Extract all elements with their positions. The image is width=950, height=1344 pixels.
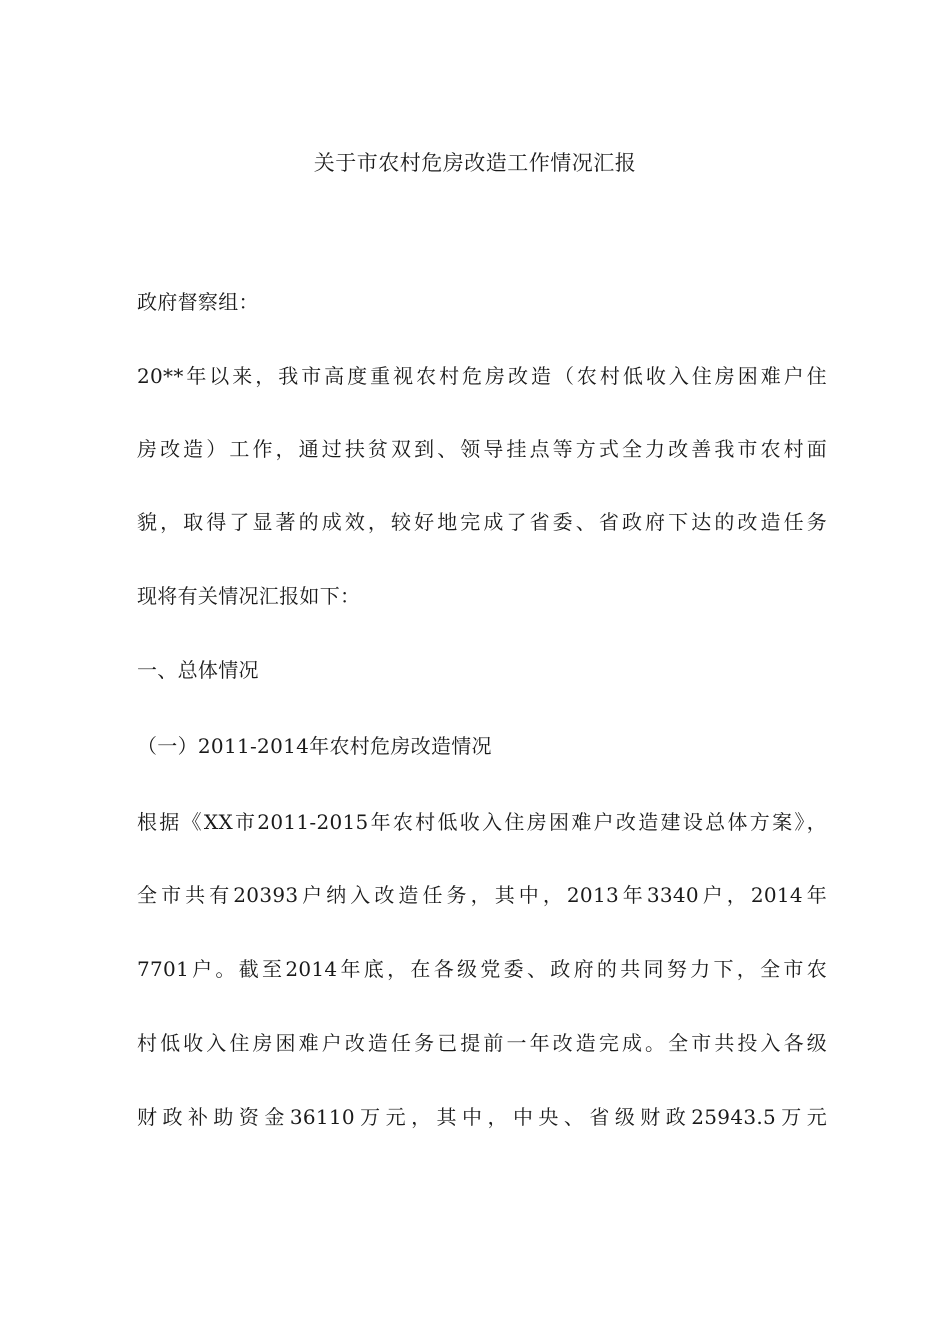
body-line-1: 20**年以来，我市高度重视农村危房改造（农村低收入住房困难户住 xyxy=(137,364,827,388)
body-line-4: 现将有关情况汇报如下： xyxy=(137,584,361,608)
section-heading: 一、总体情况 xyxy=(137,658,259,682)
salutation: 政府督察组： xyxy=(137,290,259,314)
body-line-8: 全市共有20393户纳入改造任务，其中，2013年3340户，2014年 xyxy=(137,883,827,907)
subsection-heading: （一）2011-2014年农村危房改造情况 xyxy=(137,734,492,758)
body-line-3: 貌，取得了显著的成效，较好地完成了省委、省政府下达的改造任务 xyxy=(137,510,827,534)
body-line-9: 7701户。截至2014年底，在各级党委、政府的共同努力下，全市农 xyxy=(137,957,827,981)
document-title: 关于市农村危房改造工作情况汇报 xyxy=(313,151,637,175)
body-line-10: 村低收入住房困难户改造任务已提前一年改造完成。全市共投入各级 xyxy=(137,1031,827,1055)
body-line-11: 财政补助资金36110万元，其中，中央、省级财政25943.5万元 xyxy=(137,1105,827,1129)
body-line-2: 房改造）工作，通过扶贫双到、领导挂点等方式全力改善我市农村面 xyxy=(137,437,827,461)
body-line-7: 根据《XX市2011-2015年农村低收入住房困难户改造建设总体方案》， xyxy=(137,810,827,834)
